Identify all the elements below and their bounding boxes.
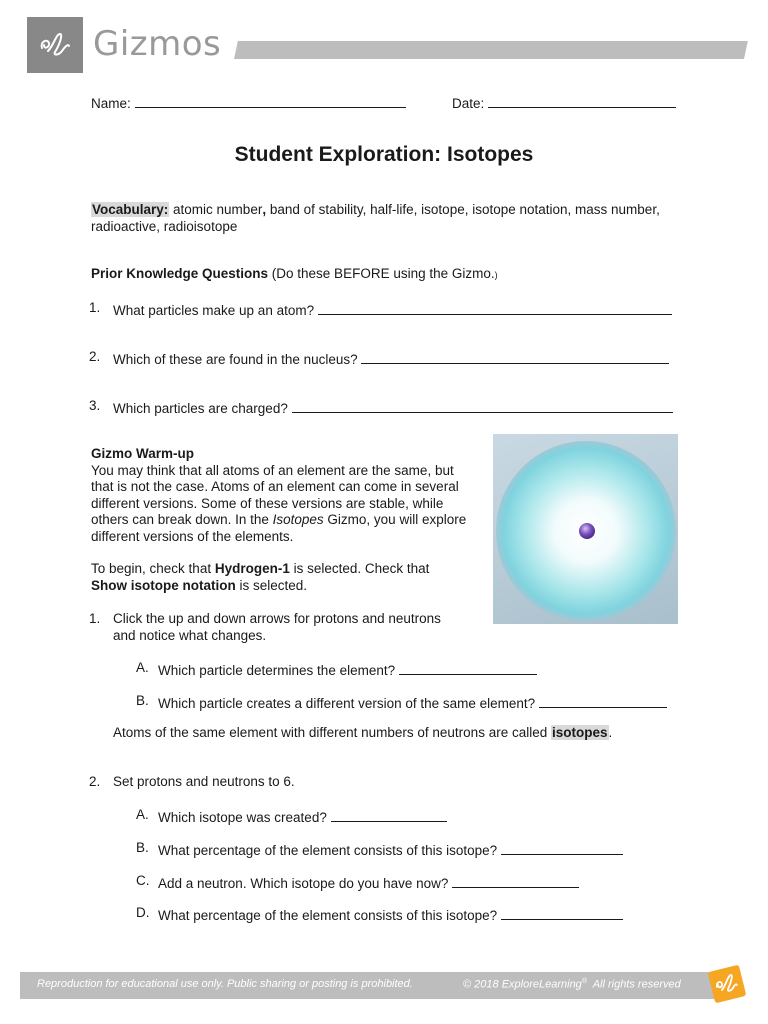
- warmup-question-1b: [0, 693, 768, 713]
- header-bar: [234, 41, 748, 59]
- footer-logo: [705, 962, 749, 1006]
- show-isotope-notation-label: Show isotope notation: [91, 577, 236, 593]
- answer-line[interactable]: [361, 349, 669, 364]
- vocab-text-3: radioactive, radioisotope: [91, 218, 238, 234]
- question-number: 2.: [89, 774, 101, 789]
- instruction-text: is selected. Check that: [289, 561, 430, 576]
- rights-text: All rights reserved: [586, 978, 681, 991]
- answer-line[interactable]: [539, 693, 667, 708]
- warmup-question-2a: [0, 807, 768, 827]
- answer-line[interactable]: [331, 807, 447, 822]
- date-row: [452, 93, 676, 111]
- sub-letter: D.: [136, 905, 150, 920]
- sub-question-text: Add a neutron. Which isotope do you have now?: [158, 876, 449, 891]
- warmup-instruction-2: [91, 578, 486, 595]
- sub-letter: A.: [136, 660, 149, 675]
- prior-heading-row: [91, 266, 498, 281]
- question-text: Which of these are found in the nucleus?: [113, 352, 358, 367]
- instruction-text: To begin, check that: [91, 561, 215, 576]
- question-number: 3.: [89, 398, 101, 413]
- prior-question-3: [0, 398, 768, 418]
- warmup-line: different versions of the elements.: [91, 528, 294, 544]
- nucleus-icon: [579, 523, 595, 539]
- vocab-text: atomic number: [169, 202, 263, 217]
- question-number: 1.: [89, 611, 101, 626]
- warmup-question-2d: [0, 905, 768, 925]
- atom-illustration: [493, 434, 678, 624]
- sub-question-text: Which particle creates a different version of the same element?: [158, 696, 536, 711]
- warmup-line: You may think that all atoms of an element are the same, but: [91, 462, 454, 478]
- isotopes-term: isotopes: [551, 725, 608, 740]
- vocabulary-label: Vocabulary:: [92, 202, 169, 217]
- definition-text: Atoms of the same element with different numbers of neutrons are called: [113, 725, 551, 740]
- warmup-question-1a: [0, 660, 768, 680]
- registered-mark: ®: [581, 978, 587, 985]
- sub-letter: B.: [136, 693, 149, 708]
- date-field[interactable]: [488, 93, 676, 108]
- prior-note: (Do these BEFORE using the Gizmo.: [268, 266, 495, 281]
- el-logo-icon: [38, 30, 72, 60]
- sub-letter: B.: [136, 840, 149, 855]
- question-text: Click the up and down arrows for protons and neutrons: [113, 611, 441, 626]
- copyright-text: © 2018 ExploreLearning: [463, 978, 582, 991]
- sub-question-text: What percentage of the element consists of this isotope?: [158, 908, 498, 923]
- brand-name: Gizmos: [93, 24, 222, 64]
- answer-line[interactable]: [399, 660, 537, 675]
- prior-question-1: [0, 300, 768, 320]
- sub-letter: A.: [136, 807, 149, 822]
- vocab-comma: ,: [262, 202, 267, 217]
- name-label: Name:: [91, 96, 131, 111]
- explorelearning-logo: [27, 17, 83, 73]
- footer-disclaimer: Reproduction for educational use only. Public sharing or posting is prohibited.: [37, 978, 413, 990]
- answer-line[interactable]: [501, 840, 623, 855]
- warmup-question-2: [0, 774, 768, 794]
- question-number: 1.: [89, 300, 101, 315]
- prior-note-close: ): [494, 270, 498, 280]
- page-title: Student Exploration: Isotopes: [234, 143, 534, 166]
- warmup-heading: Gizmo Warm-up: [91, 446, 194, 461]
- question-text: What particles make up an atom?: [113, 303, 315, 318]
- question-text: Which particles are charged?: [113, 401, 288, 416]
- prior-heading: Prior Knowledge Questions: [91, 266, 269, 281]
- isotope-definition: [113, 725, 612, 740]
- date-label: Date:: [452, 96, 485, 111]
- sub-question-text: Which particle determines the element?: [158, 663, 396, 678]
- prior-question-2: [0, 349, 768, 369]
- answer-line[interactable]: [452, 873, 579, 888]
- warmup-instruction: [91, 561, 486, 578]
- el-badge-icon: [705, 962, 749, 1006]
- name-row: [91, 93, 406, 111]
- question-text: Set protons and neutrons to 6.: [113, 774, 295, 789]
- footer-copyright: [463, 978, 681, 991]
- answer-line[interactable]: [318, 300, 672, 315]
- hydrogen-1-label: Hydrogen-1: [214, 561, 290, 576]
- warmup-question-2c: [0, 873, 768, 893]
- warmup-line: different versions. Some of these versions are stable, while: [91, 495, 444, 511]
- warmup-text-part: others can break down. In the: [91, 512, 273, 527]
- atom-image: [493, 434, 678, 624]
- warmup-text-part: Gizmo, you will explore: [323, 512, 467, 527]
- name-field[interactable]: [135, 93, 406, 108]
- instruction-text: is selected.: [235, 577, 308, 593]
- gizmo-name: Isotopes: [272, 512, 324, 527]
- warmup-question-2b: [0, 840, 768, 860]
- answer-line[interactable]: [501, 905, 623, 920]
- warmup-line: [91, 512, 486, 529]
- warmup-text: [91, 446, 486, 594]
- sub-letter: C.: [136, 873, 150, 888]
- vocab-text-2: band of stability, half-life, isotope, isotope notation, mass number,: [266, 202, 660, 217]
- question-text: and notice what changes.: [113, 627, 267, 643]
- question-number: 2.: [89, 349, 101, 364]
- warmup-line: that is not the case. Atoms of an element can come in several: [91, 479, 459, 494]
- vocabulary: [91, 202, 691, 235]
- sub-question-text: What percentage of the element consists of this isotope?: [158, 843, 498, 858]
- sub-question-text: Which isotope was created?: [158, 810, 327, 825]
- warmup-question-1: [0, 611, 500, 645]
- definition-end: .: [608, 725, 613, 740]
- answer-line[interactable]: [292, 398, 673, 413]
